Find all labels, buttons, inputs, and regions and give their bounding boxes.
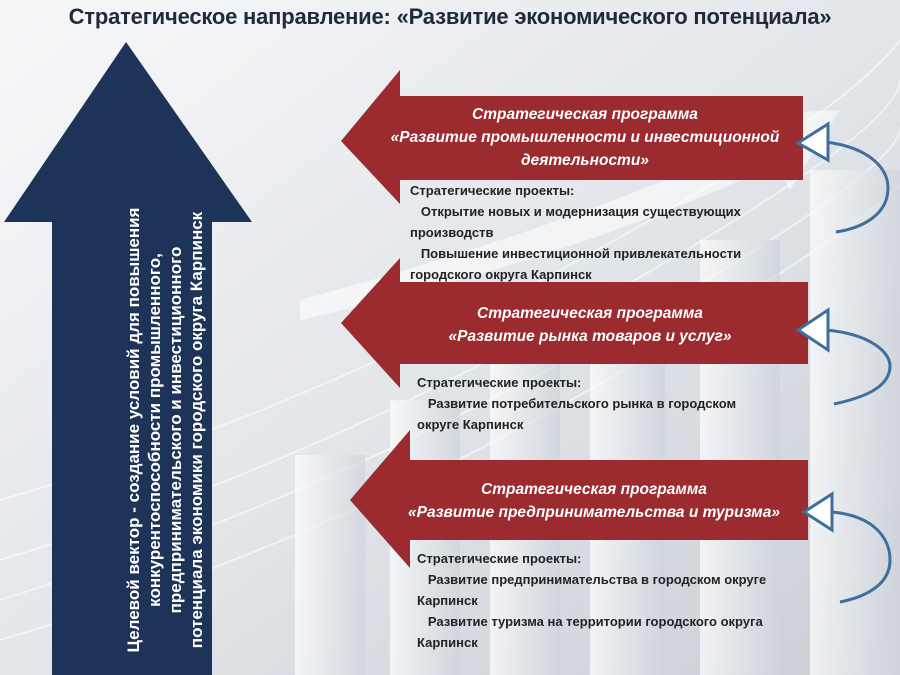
program-1-project-line-2: производств [410,225,494,240]
program-3-name-line-1: «Развитие предпринимательства и туризма» [408,504,780,521]
page-title: Стратегическое направление: «Развитие экономического потенциала» [68,4,832,29]
program-2-title [375,302,805,348]
target-vector-text: Целевой вектор - создание условий для повышения конкурентоспособности промышленного, предпринимательского и инвестиционного потенциала экономики городского округа Карпинск [124,207,206,653]
program-1-project-line-4: городского округа Карпинск [410,267,592,282]
program-1-name-line-1: «Развитие промышленности и инвестиционной [390,129,780,146]
program-2-projects [417,372,736,435]
program-3-project-line-2: Карпинск [417,593,478,608]
program-3-title [380,478,808,524]
program-3-project-line-4: Карпинск [417,635,478,650]
program-1-projects [410,180,741,285]
program-1-project-line-3: Повышение инвестиционной привлекательности [410,246,742,261]
target-vector-label-box [80,195,250,665]
program-2-heading: Стратегическая программа [477,305,703,322]
program-2-name-line-1: «Развитие рынка товаров и услуг» [448,328,732,345]
program-2-project-line-1: Развитие потребительского рынка в городском [417,396,737,411]
program-1-title [370,103,800,172]
program-3-project-line-1: Развитие предпринимательства в городском округе [417,572,767,587]
program-1-projects-heading: Стратегические проекты: [410,183,575,198]
program-3-heading: Стратегическая программа [481,481,707,498]
program-3-project-line-3: Развитие туризма на территории городского округа [417,614,763,629]
program-3-projects [417,548,766,653]
program-3-projects-heading: Стратегические проекты: [417,551,582,566]
program-3-loop-icon [804,494,890,602]
program-1-loop-icon [798,124,888,232]
program-2-project-line-2: округе Карпинск [417,417,524,432]
program-1-heading: Стратегическая программа [472,106,698,123]
program-2-projects-heading: Стратегические проекты: [417,375,582,390]
program-2-loop-icon [798,310,890,404]
program-1-project-line-1: Открытие новых и модернизация существующих [410,204,741,219]
program-1-name-line-2: деятельности» [521,152,649,169]
